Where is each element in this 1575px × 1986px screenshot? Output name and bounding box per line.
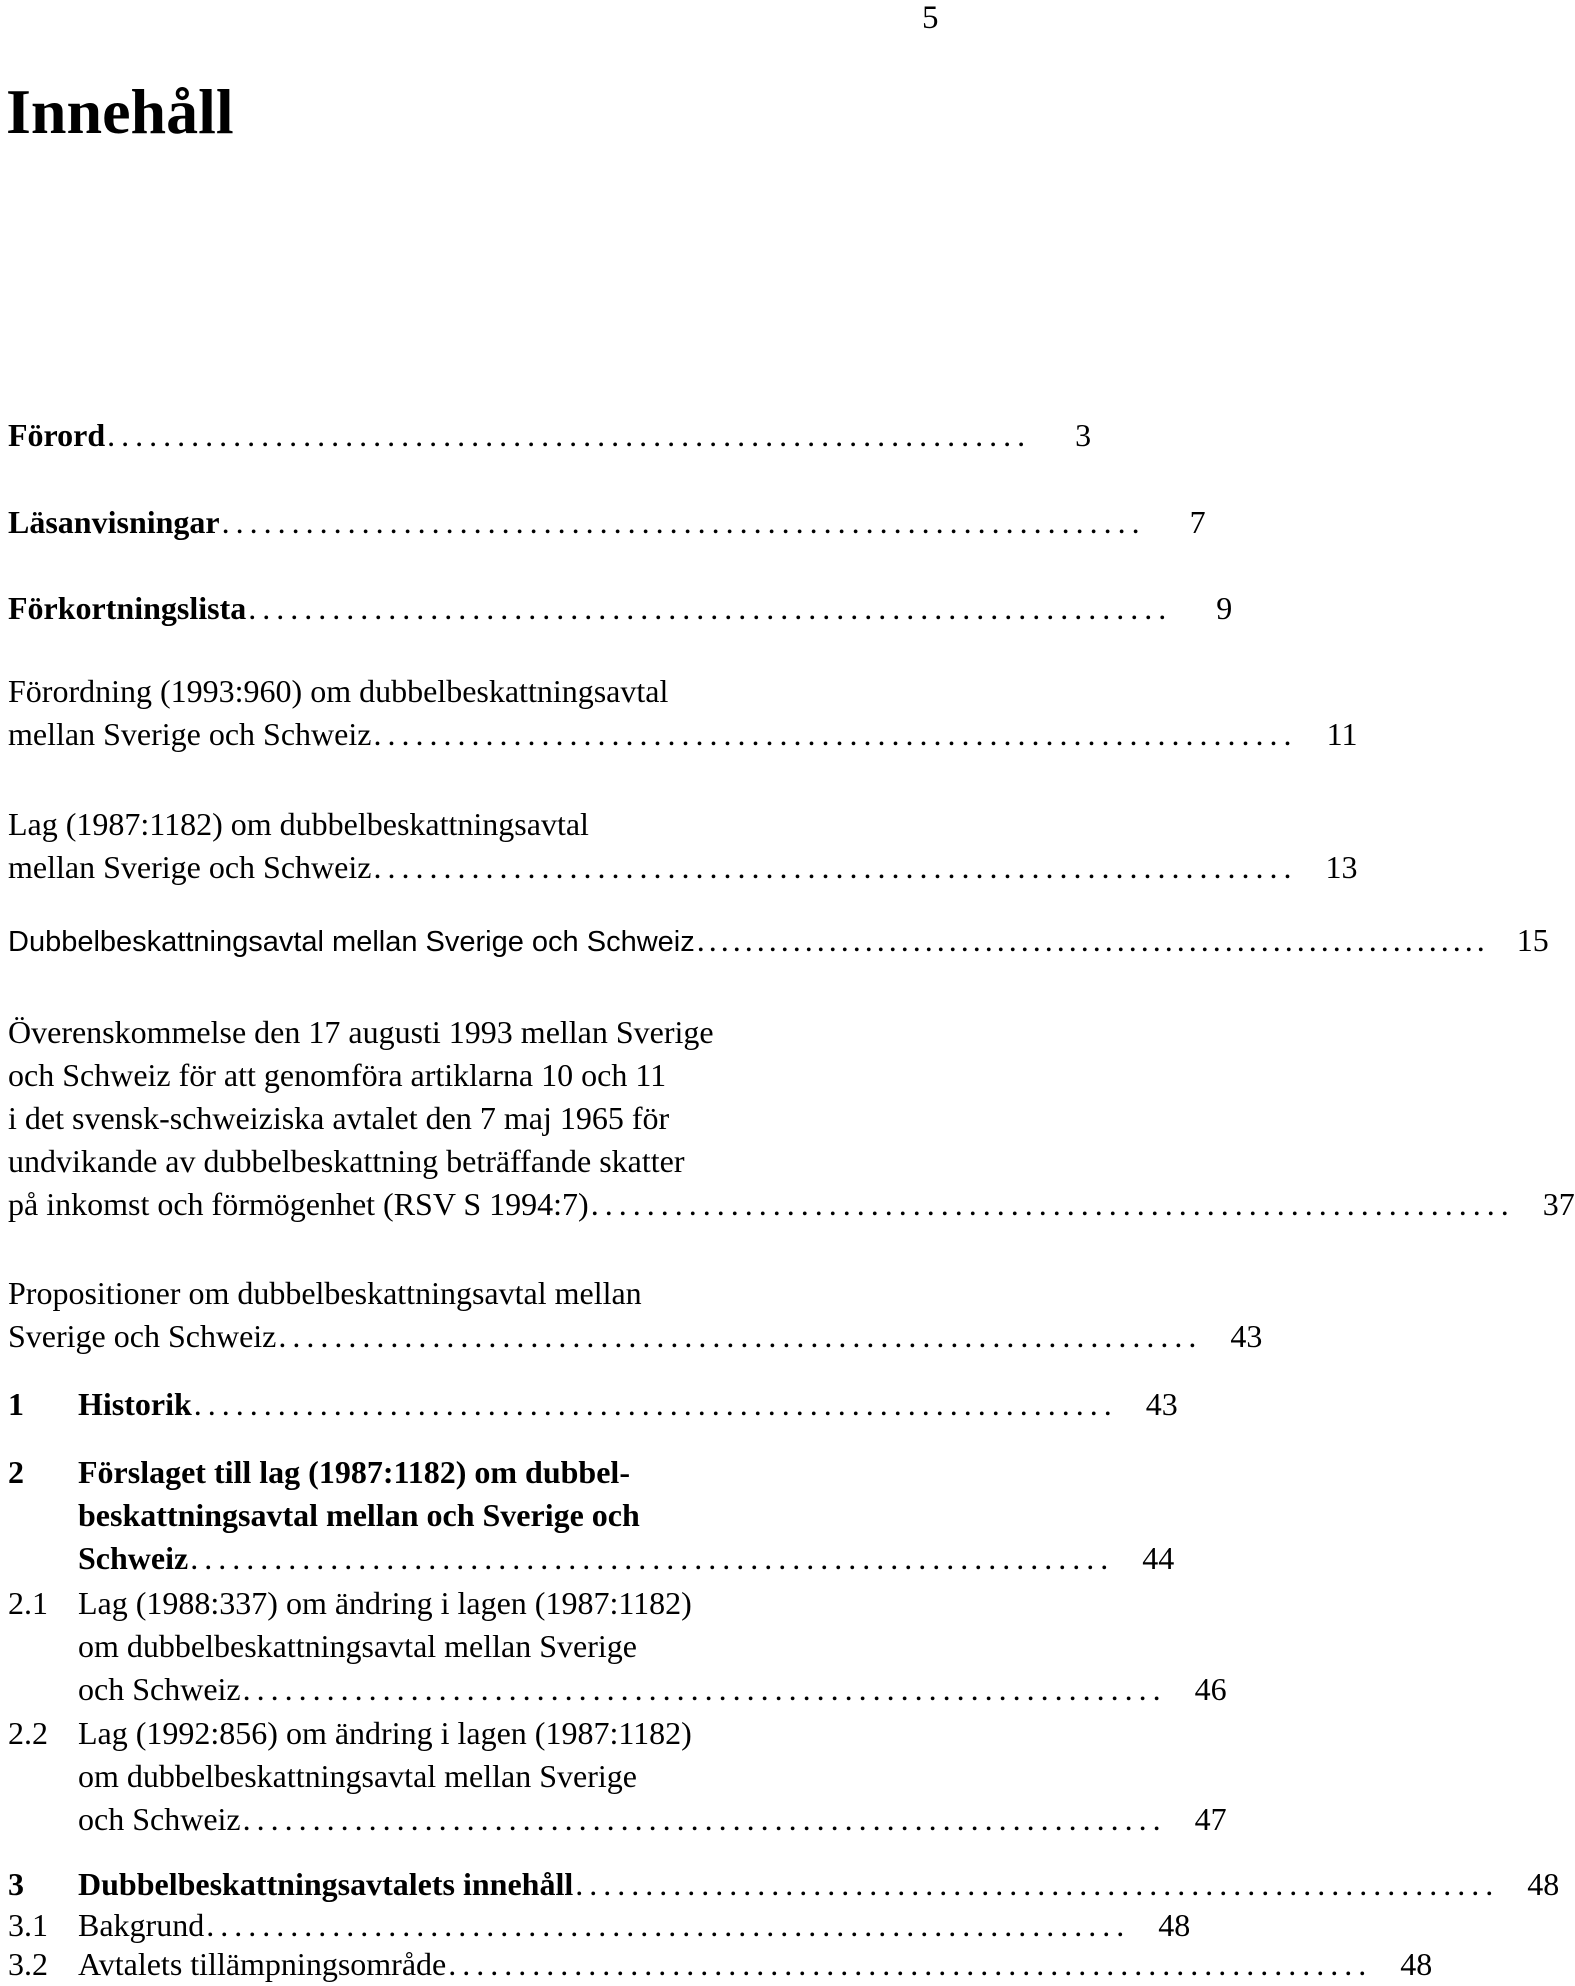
dot-leader: .................................................................. <box>575 1866 1500 1902</box>
toc-entry-title: Dubbelbeskattningsavtal mellan Sverige och Schweiz <box>8 926 695 958</box>
toc-entry-overenskommelse-line4[interactable] <box>8 1143 952 1179</box>
toc-entry-overenskommelse-line2[interactable] <box>8 1057 952 1093</box>
dot-leader: .................................................................. <box>242 1801 1167 1837</box>
toc-page-number: 11 <box>1326 716 1358 752</box>
toc-entry-lag-1992-line1[interactable] <box>8 1715 952 1751</box>
toc-page-number: 13 <box>1325 849 1358 885</box>
toc-entry-forkortningslista[interactable] <box>8 590 1233 626</box>
toc-entry-title: Förord <box>8 417 106 453</box>
toc-entry-forord[interactable] <box>8 417 1092 453</box>
toc-section-number: 1 <box>8 1386 24 1422</box>
dot-leader: .................................................................. <box>448 1946 1373 1982</box>
dot-leader: .................................................................. <box>373 716 1298 752</box>
toc-section-number: 2.2 <box>8 1715 48 1751</box>
toc-entry-title: Överenskommelse den 17 augusti 1993 mellan Sverige <box>8 1014 714 1050</box>
toc-entry-forslaget-line1[interactable] <box>8 1454 952 1490</box>
toc-page-number: 47 <box>1194 1801 1227 1837</box>
toc-section-number: 2.1 <box>8 1585 48 1621</box>
toc-entry-lag-1988-line3[interactable] <box>8 1671 1227 1707</box>
toc-entry-title: Historik <box>78 1386 192 1422</box>
toc-entry-tillampningsomrade[interactable] <box>8 1946 1433 1982</box>
toc-entry-title: Lag (1987:1182) om dubbelbeskattningsavtal <box>8 806 589 842</box>
toc-entry-propositioner-line1[interactable] <box>8 1275 952 1311</box>
toc-entry-forslaget-line3[interactable] <box>8 1540 1175 1576</box>
toc-page-number: 9 <box>1216 590 1233 626</box>
toc-entry-title: mellan Sverige och Schweiz <box>8 716 372 752</box>
toc-entry-forordning-line1[interactable] <box>8 673 952 709</box>
toc-entry-lag-line1[interactable] <box>8 806 952 842</box>
page-title: Innehåll <box>6 76 234 147</box>
toc-page-number: 3 <box>1075 417 1092 453</box>
dot-leader: .................................................................. <box>242 1671 1167 1707</box>
toc-entry-title: Bakgrund <box>78 1907 205 1943</box>
toc-page-number: 37 <box>1542 1186 1575 1222</box>
toc-entry-propositioner-line2[interactable] <box>8 1318 1263 1354</box>
dot-leader: .................................................................. <box>696 922 1489 958</box>
toc-entry-title: på inkomst och förmögenhet (RSV S 1994:7) <box>8 1186 589 1222</box>
toc-entry-title: mellan Sverige och Schweiz <box>8 849 372 885</box>
dot-leader: .................................................................. <box>590 1186 1515 1222</box>
toc-entry-title: Propositioner om dubbelbeskattningsavtal mellan <box>8 1275 642 1311</box>
toc-entry-title: Läsanvisningar <box>8 504 220 540</box>
toc-page-number: 43 <box>1145 1386 1178 1422</box>
toc-page-number: 48 <box>1527 1866 1560 1902</box>
dot-leader: .................................................................. <box>193 1386 1118 1422</box>
toc-entry-title: Lag (1992:856) om ändring i lagen (1987:1182) <box>78 1715 692 1751</box>
toc-entry-lag-1992-line2[interactable] <box>8 1758 952 1794</box>
toc-section-number: 2 <box>8 1454 24 1490</box>
toc-page-number: 46 <box>1194 1671 1227 1707</box>
page-number: 5 <box>922 0 939 36</box>
dot-leader: .................................................................. <box>248 590 1173 626</box>
dot-leader: .................................................................. <box>190 1540 1115 1576</box>
toc-entry-dubbelbeskattningsavtal[interactable] <box>8 922 1549 960</box>
toc-entry-overenskommelse-line5[interactable] <box>8 1186 1575 1222</box>
toc-entry-bakgrund[interactable] <box>8 1907 1191 1943</box>
toc-entry-title: Lag (1988:337) om ändring i lagen (1987:1182) <box>78 1585 692 1621</box>
dot-leader: .................................................................. <box>373 849 1298 885</box>
toc-page-number: 48 <box>1400 1946 1433 1982</box>
dot-leader: .................................................................. <box>107 417 1032 453</box>
toc-entry-overenskommelse-line1[interactable] <box>8 1014 952 1050</box>
toc-entry-title: Förordning (1993:960) om dubbelbeskattningsavtal <box>8 673 669 709</box>
toc-entry-title: Förkortningslista <box>8 590 247 626</box>
toc-entry-title: Avtalets tillämpningsområde <box>78 1946 447 1982</box>
toc-section-number: 3.2 <box>8 1946 48 1982</box>
toc-entry-overenskommelse-line3[interactable] <box>8 1100 952 1136</box>
toc-page-number: 7 <box>1189 504 1206 540</box>
toc-entry-title: om dubbelbeskattningsavtal mellan Sverige <box>78 1758 637 1794</box>
toc-page-number: 15 <box>1516 922 1549 958</box>
toc-entry-title: beskattningsavtal mellan och Sverige och <box>78 1497 640 1533</box>
toc-section-number: 3.1 <box>8 1907 48 1943</box>
toc-entry-title: Förslaget till lag (1987:1182) om dubbel- <box>78 1454 630 1490</box>
toc-page-number: 44 <box>1142 1540 1175 1576</box>
dot-leader: .................................................................. <box>278 1318 1203 1354</box>
dot-leader: .................................................................. <box>206 1907 1131 1943</box>
toc-entry-forordning-line2[interactable] <box>8 716 1358 752</box>
toc-page-number: 43 <box>1230 1318 1263 1354</box>
toc-entry-lag-line2[interactable] <box>8 849 1358 885</box>
toc-entry-title: Schweiz <box>78 1540 189 1576</box>
toc-entry-title: och Schweiz <box>78 1801 241 1837</box>
toc-entry-forslaget-line2[interactable] <box>8 1497 952 1533</box>
toc-entry-title: om dubbelbeskattningsavtal mellan Sverige <box>78 1628 637 1664</box>
toc-entry-title: undvikande av dubbelbeskattning beträffande skatter <box>8 1143 685 1179</box>
toc-entry-title: Sverige och Schweiz <box>8 1318 277 1354</box>
toc-entry-title: Dubbelbeskattningsavtalets innehåll <box>78 1866 574 1902</box>
toc-entry-innehall[interactable] <box>8 1866 1560 1902</box>
toc-entry-historik[interactable] <box>8 1386 1178 1422</box>
toc-section-number: 3 <box>8 1866 24 1902</box>
toc-page-number: 48 <box>1158 1907 1191 1943</box>
dot-leader: .................................................................. <box>221 504 1146 540</box>
toc-entry-title: och Schweiz <box>78 1671 241 1707</box>
toc-entry-title: och Schweiz för att genomföra artiklarna 10 och 11 <box>8 1057 667 1093</box>
toc-entry-lag-1992-line3[interactable] <box>8 1801 1227 1837</box>
toc-entry-lasanvisningar[interactable] <box>8 504 1206 540</box>
toc-entry-lag-1988-line1[interactable] <box>8 1585 952 1621</box>
toc-entry-title: i det svensk-schweiziska avtalet den 7 maj 1965 för <box>8 1100 670 1136</box>
toc-entry-lag-1988-line2[interactable] <box>8 1628 952 1664</box>
